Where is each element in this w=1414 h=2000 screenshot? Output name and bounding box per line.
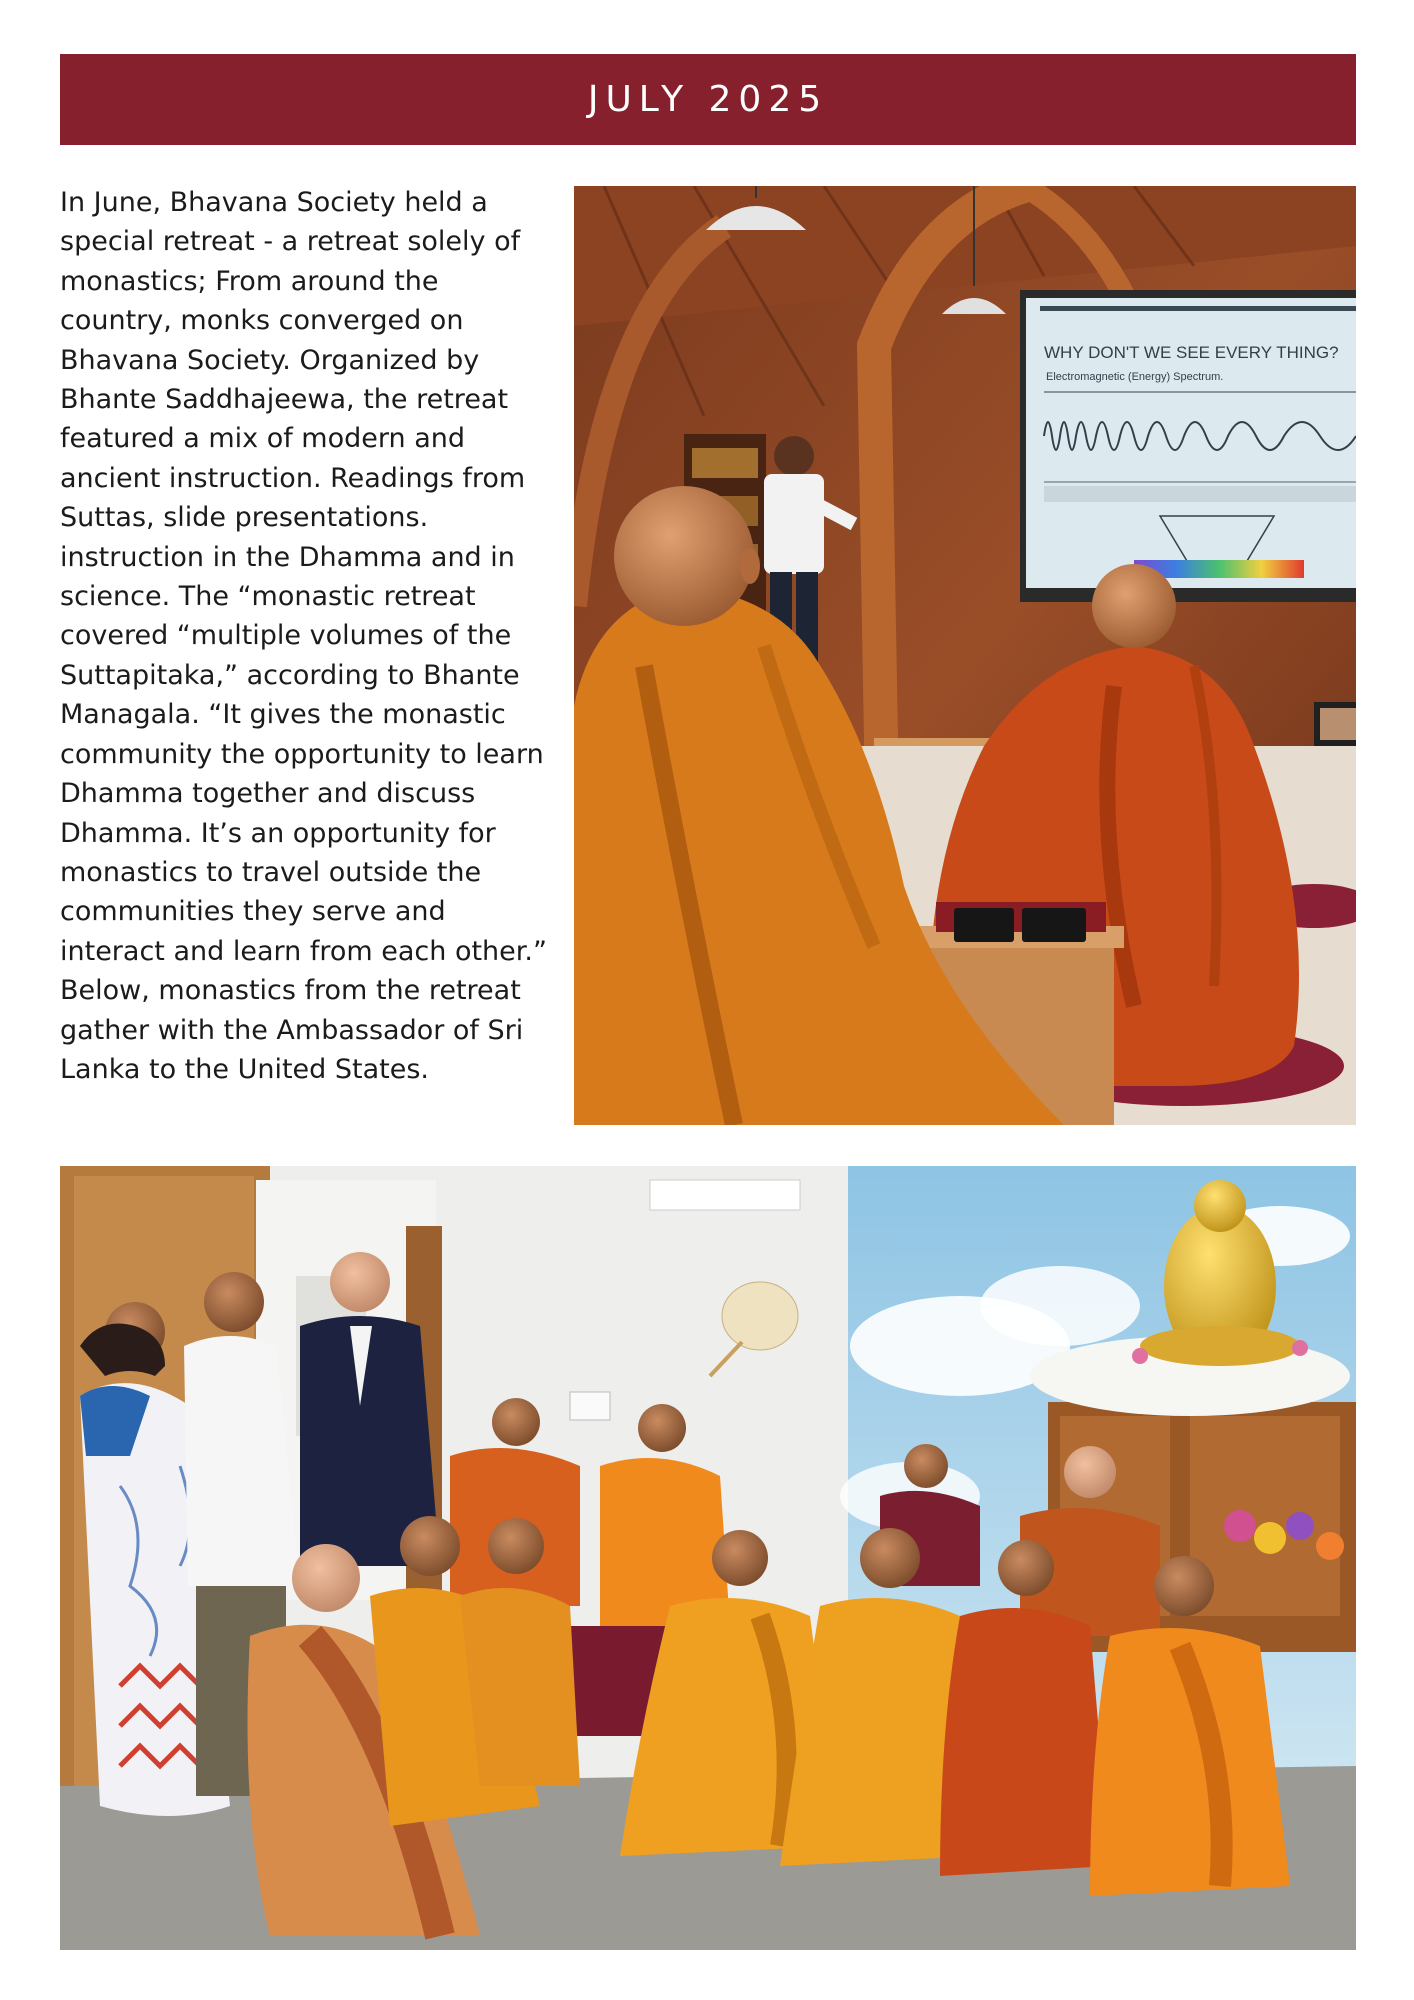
lecture-photo (574, 186, 1356, 1125)
banner-title: JULY 2025 (587, 79, 829, 120)
article-text: In June, Bhavana Society held a special retreat - a retreat solely of monastics; From around the country, monks converged on Bhavana Society. Organized by Bhante Saddhajeewa, the retreat featured a mix of modern and ancient instruction. Readings from Suttas, slide presentations. instruction in the Dhamma and in science. The “monastic retreat covered “multiple volumes of the Suttapitaka,” according to Bhante Managala. “It gives the monastic community the opportunity to learn Dhamma together and discuss Dhamma. It’s an opportunity for monastics to travel outside the communities they serve and interact and learn from each other.” Below, monastics from the retreat gather with the Ambassador of Sri Lanka to the United States. (60, 187, 547, 1085)
group-photo (60, 1166, 1356, 1950)
group-photo-illustration (60, 1166, 1356, 1950)
month-banner (60, 54, 1356, 145)
slide-title: WHY DON'T WE SEE EVERY THING? (1044, 343, 1339, 362)
slide-subtitle: Electromagnetic (Energy) Spectrum. (1046, 371, 1224, 383)
lecture-photo-illustration (574, 186, 1356, 1125)
